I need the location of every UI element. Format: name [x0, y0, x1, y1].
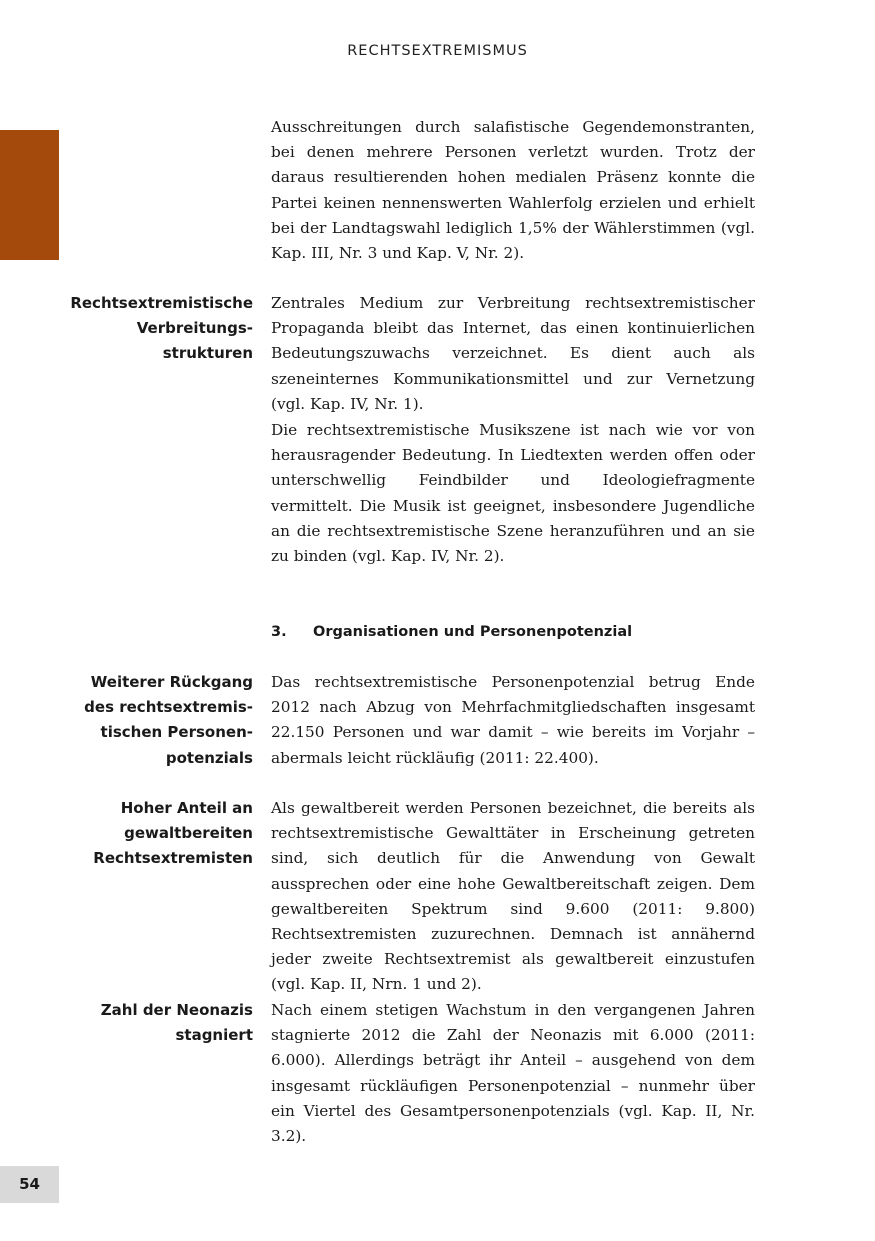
- margin-heading-line: stagniert: [175, 1026, 253, 1045]
- section-title: Organisationen und Personenpotenzial: [313, 624, 633, 640]
- margin-heading: [60, 291, 253, 367]
- body-paragraph: Das rechtsextremistische Personenpotenzial betrug Ende 2012 nach Abzug von Mehrfachmitgliedschaften insgesamt 22.150 Personen und war damit – wie bereits im Vorjahr – abermals leicht rückläufig (2011: 22.400).: [271, 673, 755, 767]
- margin-heading: [60, 796, 253, 872]
- margin-heading: [60, 670, 253, 771]
- page-number: 54: [19, 1175, 40, 1193]
- margin-heading-line: Hoher Anteil an: [120, 799, 253, 817]
- margin-heading-line: Rechtsextremistische: [70, 294, 253, 312]
- body-paragraph: Als gewaltbereit werden Personen bezeichnet, die bereits als rechtsextremistische Gewalttäter in Erscheinung getreten sind, sich deutlich für die Anwendung von Gewalt aussprechen oder eine hohe Gewaltbereitschaft zeigen. Dem gewaltbereiten Spektrum sind 9.600 (2011: 9.800) Rechtsextremisten zuzurechnen. Demnach ist annähernd jeder zweite Rechtsextremist als gewaltbereit einzustufen (vgl. Kap. II, Nrn. 1 und 2).: [271, 799, 755, 994]
- body-paragraph: Nach einem stetigen Wachstum in den vergangenen Jahren stagnierte 2012 die Zahl der Neonazis mit 6.000 (2011: 6.000). Allerdings beträgt ihr Anteil – ausgehend von dem insgesamt rückläufigen Personenpotenzial – nunmehr über ein Viertel des Gesamtpersonenpotenzials (vgl. Kap. II, Nr. 3.2).: [271, 1001, 755, 1146]
- margin-heading-line: strukturen: [162, 344, 253, 363]
- margin-heading-line: Verbreitungs-: [136, 319, 253, 338]
- margin-heading-line: gewaltbereiten: [124, 824, 253, 843]
- margin-heading-line: des rechtsextremis-: [84, 698, 253, 717]
- margin-heading-line: Zahl der Neonazis: [100, 1001, 253, 1019]
- running-header: RECHTSEXTREMISMUS: [347, 43, 528, 59]
- section-number: 3.: [271, 624, 287, 640]
- body-paragraph: Zentrales Medium zur Verbreitung rechtsextremistischer Propaganda bleibt das Internet, das einen kontinuierlichen Bedeutungszuwachs verzeichnet. Es dient auch als szeneinternes Kommunikationsmittel und zur Vernetzung (vgl. Kap. IV, Nr. 1).: [271, 294, 755, 413]
- chapter-tab-marker: [0, 130, 59, 260]
- body-paragraph: Ausschreitungen durch salafistische Gegendemonstranten, bei denen mehrere Personen verletzt wurden. Trotz der daraus resultierenden hohen medialen Präsenz konnte die Partei keinen nennenswerten Wahlerfolg erzielen und erhielt bei der Landtagswahl lediglich 1,5% der Wählerstimmen (vgl. Kap. III, Nr. 3 und Kap. V, Nr. 2).: [271, 118, 755, 263]
- margin-heading-line: potenzials: [165, 748, 253, 767]
- margin-heading-line: Weiterer Rückgang: [90, 673, 253, 691]
- body-paragraph: Die rechtsextremistische Musikszene ist nach wie vor von herausragender Bedeutung. In Liedtexten werden offen oder unterschwellig Feindbilder und Ideologiefragmente vermittelt. Die Musik ist geeignet, insbesondere Jugendliche an die rechtsextremistische Szene heranzuführen und an sie zu binden (vgl. Kap. IV, Nr. 2).: [271, 421, 755, 566]
- section-heading: [271, 620, 755, 645]
- margin-heading-line: Rechtsextremisten: [93, 849, 253, 868]
- margin-heading: [60, 998, 253, 1048]
- margin-heading-line: tischen Personen-: [100, 723, 253, 742]
